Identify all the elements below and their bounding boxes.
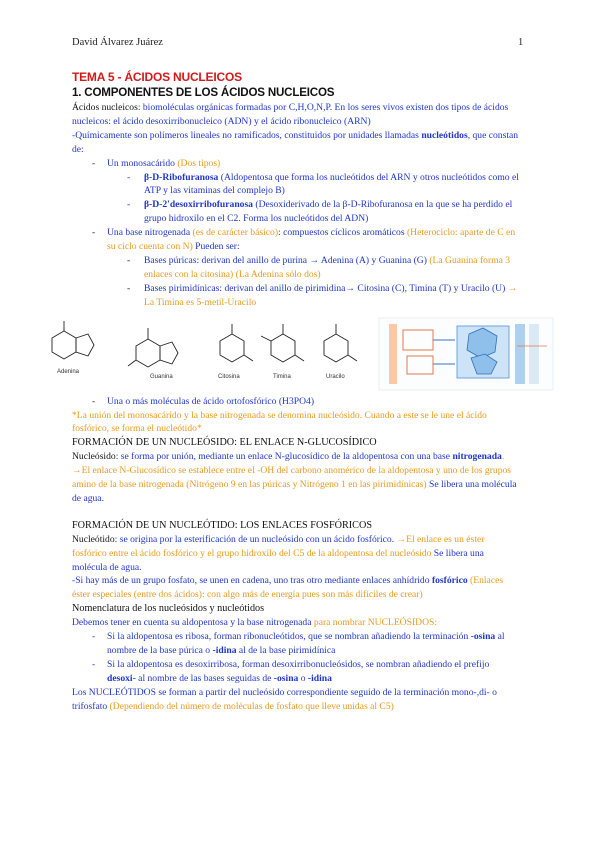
dna-rna-diagram-image <box>377 316 555 392</box>
heading-nucleoside-formation: FORMACIÓN DE UN NUCLEÓSIDO: EL ENLACE N-GLUCOSÍDICO <box>72 437 377 449</box>
sublist-item-desoxirribofuranosa: - β-D-2'desoxirribofuranosa (Desoxiderivado de la β-D-Ribofuranosa en la que se ha perdido el grupo hidroxilo en el C2. Forma los nucleótidos del ADN) <box>127 199 513 225</box>
note-nucleoside: *La unión del monosacárido y la base nitrogenada se denomina nucleósido. Cuando a este se le une el ácido fosfórico, se forma el nucleótido* <box>72 409 487 435</box>
sublist-item-pyrimidine-bases: - Bases pirimidínicas: derivan del anillo de pirimidina→ Citosina (C), Timina (T) y Uracilo (U) → La Timina es 5-metil-Uracilo <box>127 282 518 308</box>
thymine-structure-image <box>255 316 315 392</box>
paragraph-nomenclature: Debemos tener en cuenta su aldopentosa y la base nitrogenada para nombrar NUCLEÓSIDOS: <box>72 617 437 629</box>
list-item-deoxyribose-naming: - Si la aldopentosa es desoxirribosa, forman desoxirribonucleósidos, se nombran añadiendo el prefijo desoxi- al nombre de las bases seguidas de -osina o -idina <box>92 658 490 684</box>
figure-row <box>57 316 520 392</box>
intro-paragraph: Ácidos nucleicos: biomoléculas orgánicas formadas por C,H,O,N,P. En los seres vivos existen dos tipos de ácidos nucleicos: el ácido desoxirribonucleico (ADN) y el ácido ribonucleico (ARN) <box>72 102 509 127</box>
sublist-item-ribofuranosa: - β-D-Ribofuranosa (Aldopentosa que forma los nucleótidos del ARN y otros nucleótidos como el ATP y las vitaminas del complejo B) <box>127 171 519 197</box>
label-citosina: Citosina <box>218 373 240 380</box>
document-title: TEMA 5 - ÁCIDOS NUCLEICOS <box>72 70 242 84</box>
paragraph-nucleotide: Nucleótido: se origina por la esterificación de un nucleósido con un ácido fosfórico. →El enlace es un éster fosfórico entre el ácido fosfórico y el grupo hidroxilo del C5 de la aldopentosa del nucleósido Se libera una molécula de agua. <box>72 533 485 573</box>
heading-nomenclature: Nomenclatura de los nucleósidos y nucleótidos <box>72 603 265 615</box>
header-author: David Álvarez Juárez <box>72 37 163 48</box>
page-number: 1 <box>518 37 524 48</box>
heading-nucleotide-formation: FORMACIÓN DE UN NUCLEÓTIDO: LOS ENLACES FOSFÓRICOS <box>72 519 372 531</box>
paragraph-phosphate-chain: -Si hay más de un grupo fosfato, se unen en cadena, uno tras otro mediante enlaces anhídrido fosfórico (Enlaces éster especiales (entre dos ácidos): con algo más de energía pues son más difíciles de crear) <box>72 575 504 601</box>
label-adenina: Adenina <box>57 368 80 375</box>
list-item-ribose-naming: - Si la aldopentosa es ribosa, forman ribonucleótidos, que se nombran añadiendo la terminación -osina al nombre de la base púrica o -idina al de la base pirimidínica <box>92 631 505 656</box>
adenine-structure-image <box>32 316 102 392</box>
list-item-phosphoric-acid: - Una o más moléculas de ácido ortofosfórico (H3PO4) <box>92 395 315 407</box>
list-item-monosaccharide: - Un monosacárido (Dos tipos) <box>92 157 221 169</box>
document-body <box>57 69 520 714</box>
list-item-nitrogen-base: - Una base nitrogenada (es de carácter básico): compuestos cíclicos aromáticos (Heterociclo: aparte de C en su ciclo cuenta con N) Pueden ser: <box>92 227 516 253</box>
label-guanina: Guanina <box>150 373 173 380</box>
section-heading-components: 1. COMPONENTES DE LOS ÁCIDOS NUCLEICOS <box>72 86 335 99</box>
sublist-item-puric-bases: - Bases púricas: derivan del anillo de purina → Adenina (A) y Guanina (G) (La Guanina forma 3 enlaces con la citosina) (La Adenina sólo dos) <box>127 254 511 280</box>
intro-paragraph-2: -Químicamente son polímeros lineales no ramificados, constituidos por unidades llamadas nucleótidos, que constan de: <box>72 129 519 155</box>
label-uracilo: Uracilo <box>326 373 345 380</box>
label-timina: Timina <box>273 373 291 380</box>
paragraph-nucleoside: Nucleósido: se forma por unión, mediante un enlace N-glucosídico de la aldopentosa con una base nitrogenada. →El enlace N-Glucosídico se establece entre el -OH del carbono anomérico de la aldopentosa y uno de los grupos amino de la base nitrogenada (Nitrógeno 9 en las púricas y Nitrógeno 1 en las pirimidínicas) Se libera una molécula de agua. <box>72 451 517 504</box>
paragraph-nucleotide-naming: Los NUCLEÓTIDOS se forman a partir del nucleósido correspondiente seguido de la terminación mono-,di- o trifosfato (Dependiendo del número de moléculas de fosfato que lleve unidas al C5) <box>72 686 497 712</box>
guanine-structure-image <box>124 316 194 392</box>
uracil-structure-image <box>308 316 368 392</box>
